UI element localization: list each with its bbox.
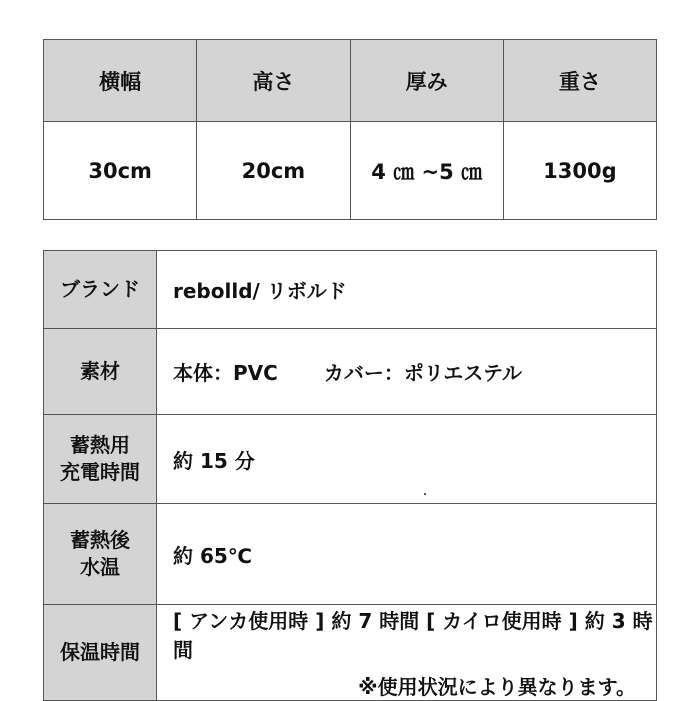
- value-weight: 1300g: [503, 122, 656, 220]
- value-thickness: 4 ㎝ ~5 ㎝: [350, 122, 503, 220]
- label-water-temp-line2: 水温: [80, 555, 120, 579]
- label-charge-time-line1: 蓄熱用: [70, 433, 130, 457]
- spec-table: [43, 250, 657, 701]
- value-brand: rebolld/ リボルド: [157, 251, 657, 329]
- value-charge-time: 約 15 分: [157, 415, 657, 504]
- label-charge-time-line2: 充電時間: [60, 460, 140, 484]
- header-thickness: 厚み: [350, 40, 503, 122]
- dimensions-header-row: [44, 40, 657, 122]
- value-height: 20cm: [197, 122, 350, 220]
- material-body: 本体：PVC: [173, 361, 278, 385]
- label-material: 素材: [44, 329, 157, 415]
- spec-row-warm-time: [44, 605, 657, 701]
- header-width: 横幅: [44, 40, 197, 122]
- value-width: 30cm: [44, 122, 197, 220]
- warm-time-detail: [ アンカ使用時 ] 約 7 時間 [ カイロ使用時 ] 約 3 時間: [173, 609, 653, 662]
- header-weight: 重さ: [503, 40, 656, 122]
- dimensions-value-row: [44, 122, 657, 220]
- value-water-temp: 約 65℃: [157, 504, 657, 605]
- label-brand: ブランド: [44, 251, 157, 329]
- spec-row-water-temp: [44, 504, 657, 605]
- spec-row-charge-time: [44, 415, 657, 504]
- header-height: 高さ: [197, 40, 350, 122]
- value-warm-time: [157, 605, 657, 701]
- dimensions-table: [43, 39, 657, 220]
- spec-row-material: [44, 329, 657, 415]
- warm-time-note: ※使用状況により異なります。: [358, 675, 636, 699]
- spec-row-brand: [44, 251, 657, 329]
- label-water-temp-line1: 蓄熱後: [70, 528, 130, 552]
- material-cover: カバー：ポリエステル: [323, 361, 523, 385]
- label-warm-time: 保温時間: [44, 605, 157, 701]
- value-material: [157, 329, 657, 415]
- stray-dot: [424, 493, 426, 495]
- label-water-temp: [44, 504, 157, 605]
- label-charge-time: [44, 415, 157, 504]
